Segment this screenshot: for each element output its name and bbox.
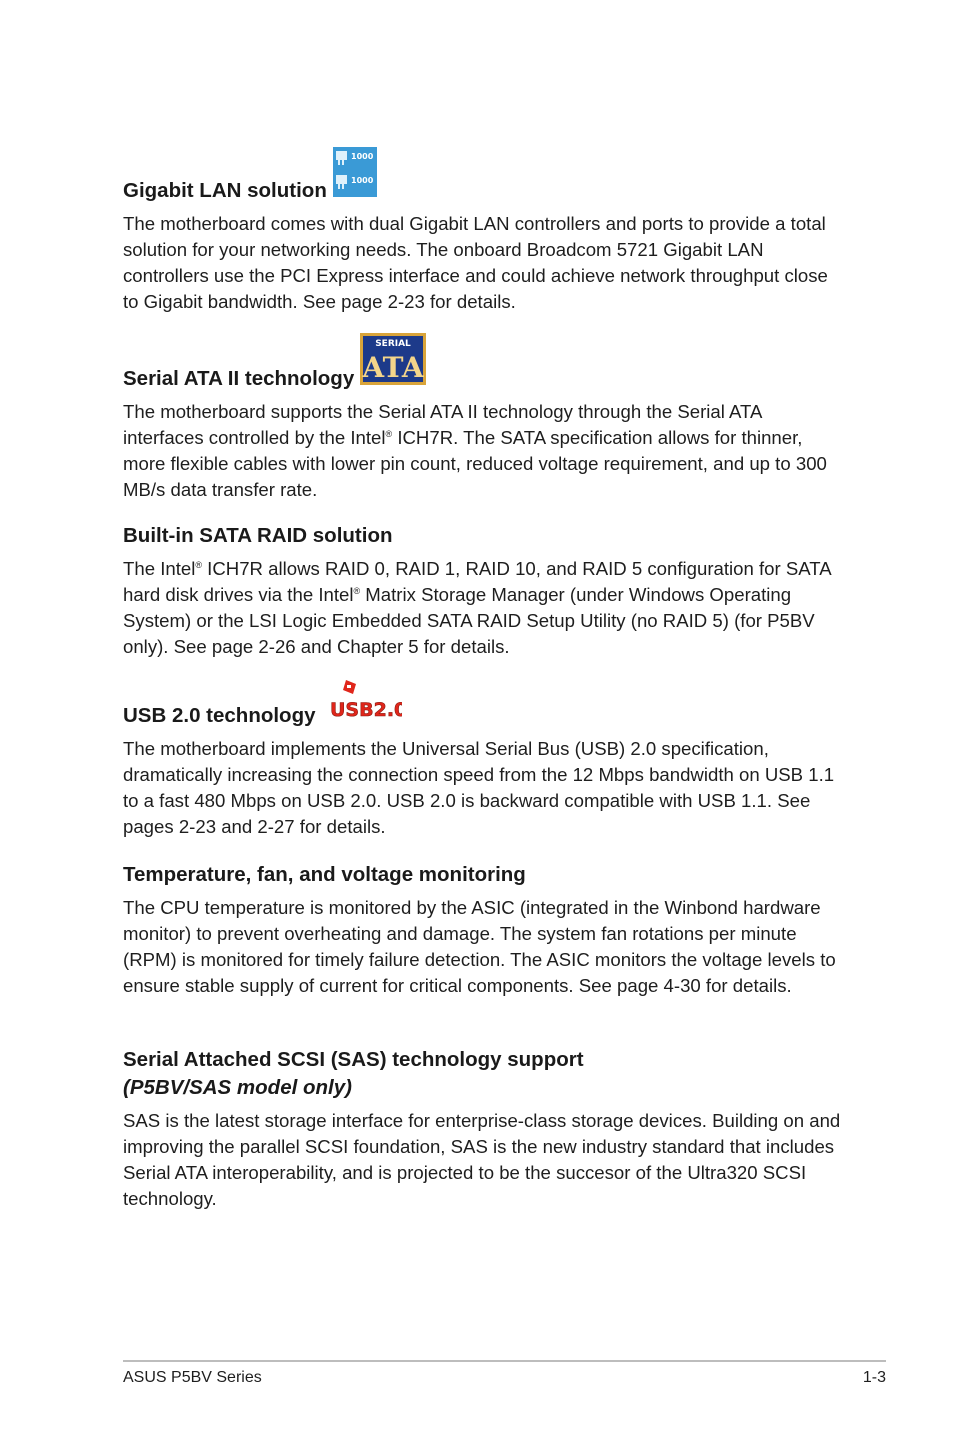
gigabit-lan-icon (333, 147, 377, 203)
footer-product-name: ASUS P5BV Series (123, 1369, 262, 1386)
lan-speed-label: 1000 (350, 176, 374, 185)
section-heading (123, 863, 843, 887)
section-sata-raid (123, 524, 843, 660)
footer-divider (123, 1360, 886, 1362)
section-heading (123, 1048, 843, 1100)
section-usb (123, 678, 843, 840)
section-hw-monitoring (123, 863, 843, 999)
section-sas (123, 1048, 843, 1212)
section-body: The motherboard comes with dual Gigabit LAN controllers and ports to provide a total solution for your networking needs. The onboard Broadcom 5721 Gigabit LAN controllers use the PCI Express interface and could achieve network throughput close to Gigabit bandwidth. See page 2-23 for details. (123, 213, 828, 312)
lan-speed-label: 1000 (350, 152, 374, 161)
heading-text: Temperature, fan, and voltage monitoring (123, 863, 526, 886)
section-body: SAS is the latest storage interface for enterprise-class storage devices. Building on and improving the parallel SCSI foundation, SAS is the new industry standard that includes Serial ATA interoperability, and is projected to be the succesor of the Ultra320 SCSI technology. (123, 1110, 841, 1209)
section-body: The CPU temperature is monitored by the ASIC (integrated in the Winbond hardware monitor) to prevent overheating and damage. The system fan rotations per minute (RPM) is monitored for timely failure detection. The ASIC monitors the voltage levels to ensure stable supply of current for critical components. See page 4-30 for details. (123, 897, 836, 996)
section-heading (123, 333, 843, 391)
heading-text: Gigabit LAN solution (123, 179, 327, 202)
heading-text: Built-in SATA RAID solution (123, 524, 393, 547)
section-gigabit-lan (123, 147, 843, 315)
heading-text: Serial ATA II technology (123, 367, 355, 390)
section-serial-ata (123, 333, 843, 503)
heading-text: Serial Attached SCSI (SAS) technology support (123, 1048, 584, 1071)
footer-page-number: 1-3 (862, 1369, 886, 1386)
sata-logo-top: SERIAL (375, 339, 412, 349)
serial-ata-logo (360, 333, 426, 391)
section-body: The motherboard supports the Serial ATA II technology through the Serial ATA interfaces controlled by the Intel® ICH7R. The SATA specification allows for thinner, more flexible cables with lower pin count, reduced voltage requirement, and up to 300 MB/s data transfer rate. (123, 401, 827, 500)
section-heading (123, 678, 843, 728)
usb-2-logo (326, 678, 402, 728)
usb-logo-text: USB2.0 (329, 699, 402, 721)
section-body: The Intel® ICH7R allows RAID 0, RAID 1, RAID 10, and RAID 5 configuration for SATA hard disk drives via the Intel® Matrix Storage Manager (under Windows Operating System) or the LSI Logic Embedded SATA RAID Setup Utility (no RAID 5) (for P5BV only). See page 2-26 and Chapter 5 for details. (123, 558, 831, 657)
section-body: The motherboard implements the Universal Serial Bus (USB) 2.0 specification, dramatically increasing the connection speed from the 12 Mbps bandwidth on USB 1.1 to a fast 480 Mbps on USB 2.0. USB 2.0 is backward compatible with USB 1.1. See pages 2-23 and 2-27 for details. (123, 738, 835, 837)
heading-subtitle: (P5BV/SAS model only) (123, 1076, 352, 1099)
section-heading (123, 147, 843, 203)
heading-text: USB 2.0 technology (123, 704, 316, 727)
sata-logo-main: ATA (362, 351, 424, 384)
section-heading (123, 524, 843, 548)
